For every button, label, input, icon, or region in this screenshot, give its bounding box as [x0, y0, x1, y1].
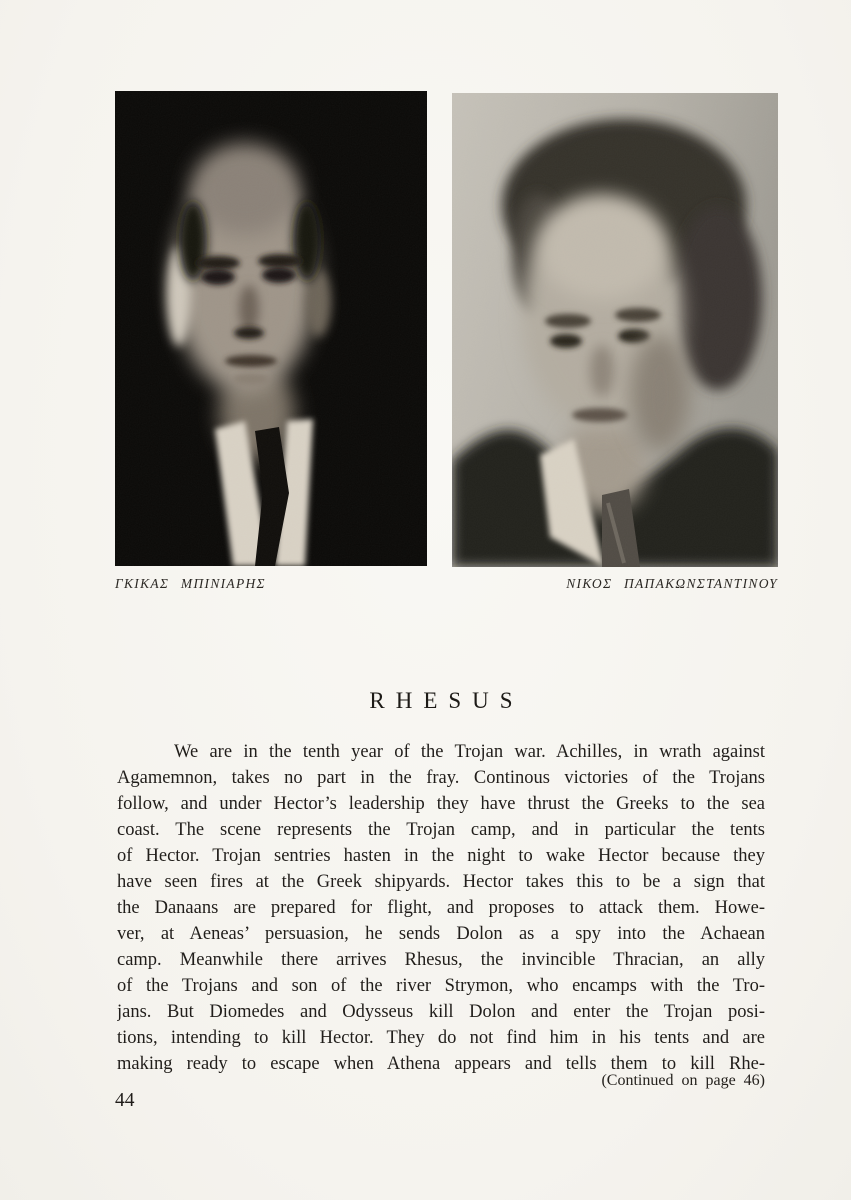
page-number: 44 — [115, 1090, 135, 1111]
article-line: ver, at Aeneas’ persuasion, he sends Dolon as a spy into the Achaean — [117, 924, 765, 944]
article-body — [117, 739, 765, 1077]
portrait-photo-left — [115, 91, 427, 566]
photo-caption-left: ΓΚΙΚΑΣ ΜΠΙΝΙΑΡΗΣ — [115, 576, 266, 591]
article-line: of the Trojans and son of the river Strymon, who encamps with the Tro- — [117, 976, 765, 996]
portrait-right-image — [452, 93, 778, 567]
portrait-left-image — [115, 91, 427, 566]
article-line: jans. But Diomedes and Odysseus kill Dolon and enter the Trojan posi- — [117, 1002, 765, 1022]
article-title: RHESUS — [369, 688, 524, 713]
article-line: tions, intending to kill Hector. They do not find him in his tents and are — [117, 1028, 765, 1048]
portrait-photo-right — [452, 93, 778, 567]
article-line: We are in the tenth year of the Trojan war. Achilles, in wrath against — [174, 742, 765, 762]
article-line: Agamemnon, takes no part in the fray. Continous victories of the Trojans — [117, 768, 765, 788]
article-line: making ready to escape when Athena appears and tells them to kill Rhe- — [117, 1054, 765, 1074]
article-line: coast. The scene represents the Trojan camp, and in particular the tents — [117, 820, 765, 840]
photo-caption-right: ΝΙΚΟΣ ΠΑΠΑΚΩΝΣΤΑΝΤΙΝΟΥ — [566, 576, 778, 591]
article-line: of Hector. Trojan sentries hasten in the night to wake Hector because they — [117, 846, 765, 866]
article-line: the Danaans are prepared for flight, and proposes to attack them. Howe- — [117, 898, 765, 918]
article-line: camp. Meanwhile there arrives Rhesus, the invincible Thracian, an ally — [117, 950, 765, 970]
continuation-note: (Continued on page 46) — [601, 1072, 765, 1089]
article-line: follow, and under Hector’s leadership they have thrust the Greeks to the sea — [117, 794, 765, 814]
article-line: have seen fires at the Greek shipyards. Hector takes this to be a sign that — [117, 872, 765, 892]
